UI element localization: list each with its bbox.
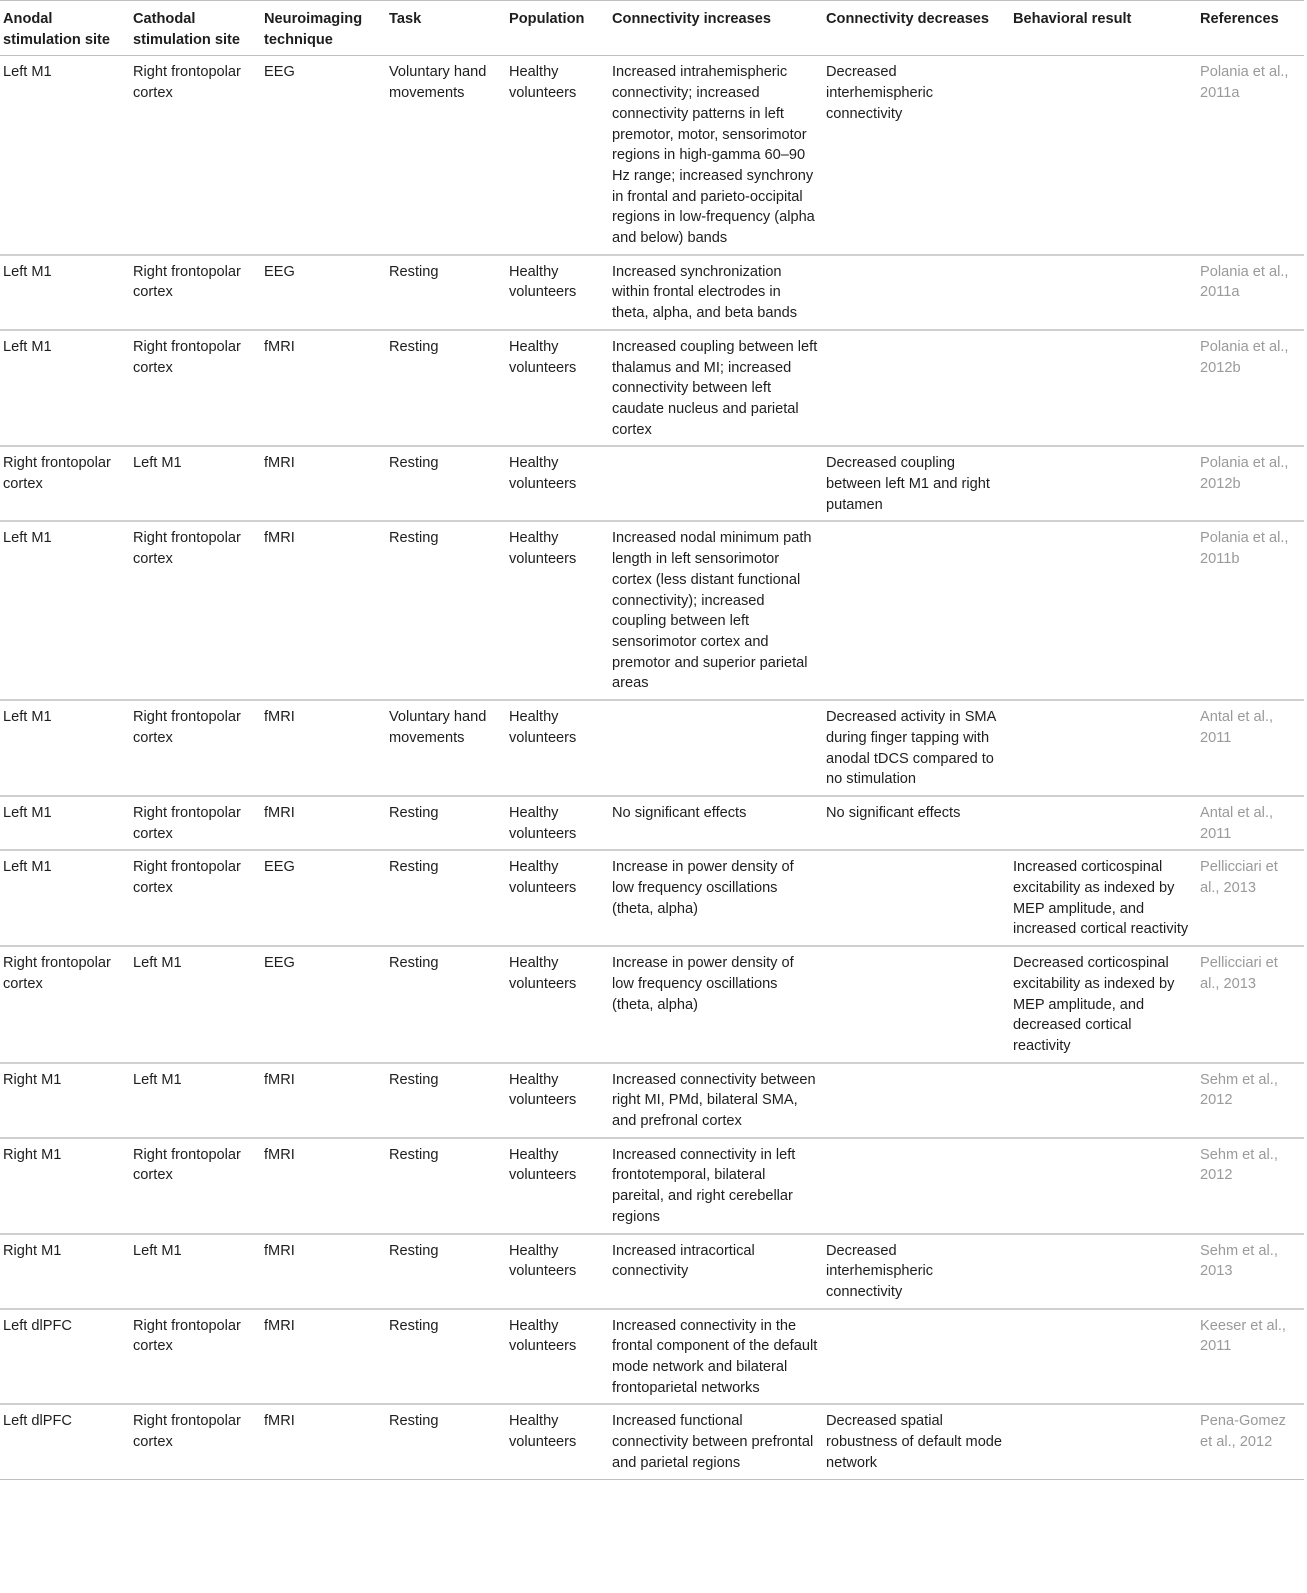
reference-cell: Antal et al., 2011 — [1197, 796, 1304, 850]
anodal-site-cell: Left M1 — [0, 796, 130, 850]
behavioral-cell: Increased corticospinal excitability as indexed by MEP amplitude, and increased cortical reactivity — [1010, 850, 1197, 946]
behavioral-cell — [1010, 1309, 1197, 1405]
increases-cell: Increased connectivity in left frontotemporal, bilateral pareital, and right cerebellar regions — [609, 1138, 823, 1234]
reference-cell: Pellicciari et al., 2013 — [1197, 850, 1304, 946]
decreases-cell — [823, 1138, 1010, 1234]
technique-cell: EEG — [261, 255, 386, 330]
task-cell: Resting — [386, 796, 506, 850]
task-cell: Resting — [386, 330, 506, 447]
header-neuroimaging-technique: Neuroimaging technique — [261, 1, 386, 56]
population-cell: Healthy volunteers — [506, 1234, 609, 1309]
cathodal-site-cell: Left M1 — [130, 946, 261, 1063]
behavioral-cell — [1010, 700, 1197, 796]
technique-cell: EEG — [261, 850, 386, 946]
reference-cell: Polania et al., 2011a — [1197, 255, 1304, 330]
technique-cell: fMRI — [261, 1404, 386, 1479]
population-cell: Healthy volunteers — [506, 521, 609, 700]
decreases-cell — [823, 850, 1010, 946]
decreases-cell: Decreased spatial robustness of default mode network — [823, 1404, 1010, 1479]
task-cell: Resting — [386, 1309, 506, 1405]
decreases-cell — [823, 1063, 1010, 1138]
anodal-site-cell: Left M1 — [0, 255, 130, 330]
population-cell: Healthy volunteers — [506, 446, 609, 521]
technique-cell: EEG — [261, 946, 386, 1063]
behavioral-cell: Decreased corticospinal excitability as indexed by MEP amplitude, and decreased cortical reactivity — [1010, 946, 1197, 1063]
reference-cell: Polania et al., 2012b — [1197, 330, 1304, 447]
reference-cell: Keeser et al., 2011 — [1197, 1309, 1304, 1405]
population-cell: Healthy volunteers — [506, 56, 609, 255]
table-row — [0, 1234, 1304, 1309]
task-cell: Resting — [386, 1138, 506, 1234]
header-population: Population — [506, 1, 609, 56]
cathodal-site-cell: Right frontopolar cortex — [130, 700, 261, 796]
increases-cell — [609, 446, 823, 521]
increases-cell: Increased connectivity between right MI, PMd, bilateral SMA, and prefronal cortex — [609, 1063, 823, 1138]
behavioral-cell — [1010, 255, 1197, 330]
cathodal-site-cell: Left M1 — [130, 446, 261, 521]
task-cell: Resting — [386, 521, 506, 700]
increases-cell: Increased intrahemispheric connectivity; increased connectivity patterns in left premotor, motor, sensorimotor regions in high-gamma 60–90 Hz range; increased synchrony in frontal and parieto-occipital regions in low-frequency (alpha and below) bands — [609, 56, 823, 255]
technique-cell: EEG — [261, 56, 386, 255]
task-cell: Voluntary hand movements — [386, 700, 506, 796]
technique-cell: fMRI — [261, 1309, 386, 1405]
cathodal-site-cell: Right frontopolar cortex — [130, 1404, 261, 1479]
increases-cell: Increased functional connectivity between prefrontal and parietal regions — [609, 1404, 823, 1479]
reference-cell: Sehm et al., 2013 — [1197, 1234, 1304, 1309]
cathodal-site-cell: Right frontopolar cortex — [130, 330, 261, 447]
table-row — [0, 521, 1304, 700]
anodal-site-cell: Right M1 — [0, 1234, 130, 1309]
cathodal-site-cell: Right frontopolar cortex — [130, 1138, 261, 1234]
technique-cell: fMRI — [261, 700, 386, 796]
decreases-cell — [823, 946, 1010, 1063]
cathodal-site-cell: Right frontopolar cortex — [130, 796, 261, 850]
table-row — [0, 796, 1304, 850]
decreases-cell — [823, 255, 1010, 330]
header-row — [0, 1, 1304, 56]
table-row — [0, 946, 1304, 1063]
anodal-site-cell: Left M1 — [0, 56, 130, 255]
anodal-site-cell: Left M1 — [0, 850, 130, 946]
cathodal-site-cell: Left M1 — [130, 1234, 261, 1309]
decreases-cell: Decreased interhemispheric connectivity — [823, 56, 1010, 255]
task-cell: Voluntary hand movements — [386, 56, 506, 255]
anodal-site-cell: Right frontopolar cortex — [0, 446, 130, 521]
task-cell: Resting — [386, 1234, 506, 1309]
increases-cell: Increased connectivity in the frontal component of the default mode network and bilateral frontoparietal networks — [609, 1309, 823, 1405]
reference-cell: Sehm et al., 2012 — [1197, 1063, 1304, 1138]
technique-cell: fMRI — [261, 521, 386, 700]
anodal-site-cell: Left dlPFC — [0, 1404, 130, 1479]
reference-cell: Polania et al., 2011b — [1197, 521, 1304, 700]
technique-cell: fMRI — [261, 446, 386, 521]
technique-cell: fMRI — [261, 330, 386, 447]
cathodal-site-cell: Right frontopolar cortex — [130, 850, 261, 946]
task-cell: Resting — [386, 850, 506, 946]
table-row — [0, 1404, 1304, 1479]
increases-cell: Increase in power density of low frequency oscillations (theta, alpha) — [609, 946, 823, 1063]
population-cell: Healthy volunteers — [506, 1309, 609, 1405]
increases-cell: No significant effects — [609, 796, 823, 850]
cathodal-site-cell: Right frontopolar cortex — [130, 56, 261, 255]
table-row — [0, 1309, 1304, 1405]
behavioral-cell — [1010, 446, 1197, 521]
reference-cell: Pellicciari et al., 2013 — [1197, 946, 1304, 1063]
population-cell: Healthy volunteers — [506, 1404, 609, 1479]
behavioral-cell — [1010, 796, 1197, 850]
increases-cell: Increase in power density of low frequency oscillations (theta, alpha) — [609, 850, 823, 946]
decreases-cell: Decreased coupling between left M1 and right putamen — [823, 446, 1010, 521]
anodal-site-cell: Left M1 — [0, 521, 130, 700]
anodal-site-cell: Right frontopolar cortex — [0, 946, 130, 1063]
header-connectivity-increases: Connectivity increases — [609, 1, 823, 56]
decreases-cell: Decreased interhemispheric connectivity — [823, 1234, 1010, 1309]
table-body — [0, 56, 1304, 1479]
cathodal-site-cell: Right frontopolar cortex — [130, 1309, 261, 1405]
technique-cell: fMRI — [261, 1234, 386, 1309]
cathodal-site-cell: Right frontopolar cortex — [130, 521, 261, 700]
task-cell: Resting — [386, 446, 506, 521]
behavioral-cell — [1010, 1138, 1197, 1234]
decreases-cell: Decreased activity in SMA during finger tapping with anodal tDCS compared to no stimulation — [823, 700, 1010, 796]
increases-cell — [609, 700, 823, 796]
anodal-site-cell: Right M1 — [0, 1063, 130, 1138]
header-behavioral-result: Behavioral result — [1010, 1, 1197, 56]
header-anodal-site: Anodal stimulation site — [0, 1, 130, 56]
header-connectivity-decreases: Connectivity decreases — [823, 1, 1010, 56]
technique-cell: fMRI — [261, 1138, 386, 1234]
header-cathodal-site: Cathodal stimulation site — [130, 1, 261, 56]
table-row — [0, 700, 1304, 796]
table-row — [0, 56, 1304, 255]
population-cell: Healthy volunteers — [506, 700, 609, 796]
behavioral-cell — [1010, 1404, 1197, 1479]
cathodal-site-cell: Left M1 — [130, 1063, 261, 1138]
anodal-site-cell: Right M1 — [0, 1138, 130, 1234]
behavioral-cell — [1010, 56, 1197, 255]
increases-cell: Increased coupling between left thalamus and MI; increased connectivity between left caudate nucleus and parietal cortex — [609, 330, 823, 447]
population-cell: Healthy volunteers — [506, 796, 609, 850]
increases-cell: Increased intracortical connectivity — [609, 1234, 823, 1309]
table-row — [0, 255, 1304, 330]
task-cell: Resting — [386, 946, 506, 1063]
reference-cell: Polania et al., 2012b — [1197, 446, 1304, 521]
population-cell: Healthy volunteers — [506, 1063, 609, 1138]
population-cell: Healthy volunteers — [506, 255, 609, 330]
behavioral-cell — [1010, 1234, 1197, 1309]
task-cell: Resting — [386, 255, 506, 330]
header-references: References — [1197, 1, 1304, 56]
decreases-cell — [823, 1309, 1010, 1405]
technique-cell: fMRI — [261, 1063, 386, 1138]
task-cell: Resting — [386, 1404, 506, 1479]
anodal-site-cell: Left dlPFC — [0, 1309, 130, 1405]
anodal-site-cell: Left M1 — [0, 330, 130, 447]
population-cell: Healthy volunteers — [506, 1138, 609, 1234]
population-cell: Healthy volunteers — [506, 850, 609, 946]
decreases-cell — [823, 521, 1010, 700]
table-row — [0, 330, 1304, 447]
population-cell: Healthy volunteers — [506, 946, 609, 1063]
table-row — [0, 1063, 1304, 1138]
reference-cell: Antal et al., 2011 — [1197, 700, 1304, 796]
reference-cell: Pena-Gomez et al., 2012 — [1197, 1404, 1304, 1479]
task-cell: Resting — [386, 1063, 506, 1138]
behavioral-cell — [1010, 330, 1197, 447]
table-row — [0, 446, 1304, 521]
reference-cell: Polania et al., 2011a — [1197, 56, 1304, 255]
behavioral-cell — [1010, 521, 1197, 700]
table-row — [0, 1138, 1304, 1234]
cathodal-site-cell: Right frontopolar cortex — [130, 255, 261, 330]
anodal-site-cell: Left M1 — [0, 700, 130, 796]
reference-cell: Sehm et al., 2012 — [1197, 1138, 1304, 1234]
increases-cell: Increased synchronization within frontal electrodes in theta, alpha, and beta bands — [609, 255, 823, 330]
decreases-cell — [823, 330, 1010, 447]
population-cell: Healthy volunteers — [506, 330, 609, 447]
header-task: Task — [386, 1, 506, 56]
technique-cell: fMRI — [261, 796, 386, 850]
behavioral-cell — [1010, 1063, 1197, 1138]
table-row — [0, 850, 1304, 946]
decreases-cell: No significant effects — [823, 796, 1010, 850]
table-header — [0, 1, 1304, 56]
increases-cell: Increased nodal minimum path length in left sensorimotor cortex (less distant functional connectivity); increased coupling between left sensorimotor cortex and premotor and superior parietal areas — [609, 521, 823, 700]
